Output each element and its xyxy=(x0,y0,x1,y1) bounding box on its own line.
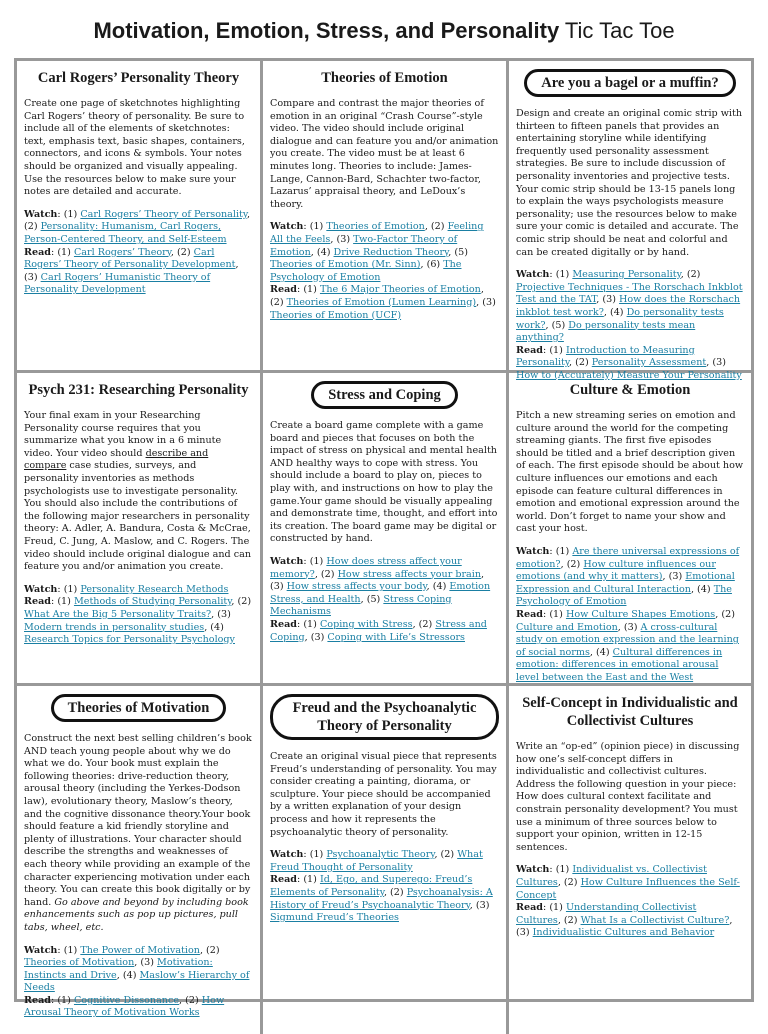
read-link[interactable]: Carl Rogers’ Theory xyxy=(73,246,171,258)
cell-heading xyxy=(516,69,744,97)
cell-heading: Theories of Emotion xyxy=(321,70,448,86)
cell-heading xyxy=(270,694,499,740)
tic-tac-toe-cell xyxy=(17,61,263,373)
page-title xyxy=(0,18,768,44)
read-resources: Read: (1) Understanding Collectivist Cultures, (2) What Is a Collectivist Culture?, (3) Individualistic Cultures and Behavior xyxy=(516,902,733,939)
watch-resources: Watch: (1) Personality Research Methods xyxy=(24,583,229,595)
read-label: Read xyxy=(24,596,52,608)
tic-tac-toe-cell xyxy=(17,373,263,686)
underlined-text: describe and compare xyxy=(24,447,209,472)
watch-link[interactable]: Individualist vs. Collectivist Cultures xyxy=(516,864,707,888)
watch-label: Watch xyxy=(516,269,550,281)
watch-resources: Watch: (1) Measuring Personality, (2) Projective Techniques - The Rorschach Inkblot Test and the TAT, (3) How does the Rorschach inkblot test work?, (4) Do personality tests work?, (5) Do personality tests mean anything? xyxy=(516,269,743,344)
read-link[interactable]: A cross-cultural study on emotion expression and the learning of social norms xyxy=(516,621,739,658)
cell-description: Create an original visual piece that represents Freud’s understanding of personality. You may consider creating a painting, diorama, or sculpture. Your piece should be accompanied by a written explanation of your design process and how it represents the psychoanalytic theory of personality. xyxy=(270,751,497,838)
read-resources: Read: (1) Methods of Studying Personality, (2) What Are the Big 5 Personality Traits?, (3) Modern trends in personality studies, (4) Research Topics for Personality Psychology xyxy=(24,596,252,646)
read-link[interactable]: Id, Ego, and Superego: Freud’s Elements of Personality xyxy=(270,874,473,898)
watch-resources: Watch: (1) The Power of Motivation, (2) Theories of Motivation, (3) Motivation: Instincts and Drive, (4) Maslow’s Hierarchy of Needs xyxy=(24,944,250,994)
watch-link[interactable]: How does the Rorschach inkblot test work? xyxy=(516,294,741,318)
read-link[interactable]: Theories of Emotion (UCF) xyxy=(270,309,402,321)
watch-link[interactable]: Drive Reduction Theory xyxy=(333,246,449,258)
read-link[interactable]: Methods of Studying Personality xyxy=(73,596,232,608)
cell-description: Your final exam in your Researching Personality course requires that you summarize what you know in a 6 minute video. Your video should describe and compare case studies, surveys, and personality inventories as methods psychologists use to investigate personality. You should also include the contributions of the following major researchers in personality theory: A. Adler, A. Bandura, Costa & McCrae, Freud, C. Jung, A. Maslow, and C. Rogers. The video should include original dialogue and can feature you and/or animation you create. xyxy=(24,410,252,573)
cell-description: Write an “op-ed” (opinion piece) in discussing how one’s self-concept differs in individualistic and collectivist cultures. Address the following question in your piece: How does cultural context facilitate and constrain personality development? You must use a minimum of three sources below to support your opinion, written in 12-15 sentences. xyxy=(516,741,740,853)
watch-link[interactable]: The Psychology of Emotion xyxy=(270,259,462,283)
read-link[interactable]: The 6 Major Theories of Emotion xyxy=(319,284,481,296)
read-link[interactable]: Individualistic Cultures and Behavior xyxy=(532,927,715,939)
read-link[interactable]: Psychoanalysis: A History of Freud’s Psychoanalytic Theory xyxy=(270,886,493,911)
read-link[interactable]: How Arousal Theory of Motivation Works xyxy=(24,994,225,1019)
cell-heading: Psych 231: Researching Personality xyxy=(28,382,249,398)
watch-link[interactable]: How does stress affect your memory? xyxy=(270,555,462,580)
read-label: Read xyxy=(24,994,52,1006)
watch-resources: Watch: (1) Carl Rogers’ Theory of Personality, (2) Personality: Humanism, Carl Rogers, Person-Centered Theory, and Self-Esteem xyxy=(24,208,251,245)
read-label: Read xyxy=(516,608,544,620)
tic-tac-toe-cell xyxy=(263,61,509,373)
watch-link[interactable]: Theories of Emotion xyxy=(326,221,425,233)
read-label: Read xyxy=(270,284,298,296)
cell-heading: Carl Rogers’ Personality Theory xyxy=(37,70,240,86)
watch-link[interactable]: Are there universal expressions of emotion? xyxy=(516,545,740,570)
read-link[interactable]: How to (Accurately) Measure Your Personality xyxy=(516,369,742,381)
watch-link[interactable]: How culture influences our emotions (and why it matters) xyxy=(516,558,716,583)
read-resources: Read: (1) Coping with Stress, (2) Stress and Coping, (3) Coping with Life’s Stressors xyxy=(270,618,487,643)
watch-link[interactable]: Measuring Personality xyxy=(572,269,681,281)
cell-heading xyxy=(270,381,499,409)
watch-link[interactable]: Two-Factor Theory of Emotion xyxy=(270,233,458,258)
watch-resources: Watch: (1) Psychoanalytic Theory, (2) What Freud Thought of Personality xyxy=(270,849,483,873)
watch-link[interactable]: Maslow’s Hierarchy of Needs xyxy=(24,969,250,994)
tic-tac-toe-cell xyxy=(509,686,751,1034)
cell-description: Design and create an original comic strip with thirteen to fifteen panels that provides an entertaining storyline while identifying frequently used personality assessment strategies. Be sure to include discussion of personality inventories and projective tests. Your comic strip should be 13-15 panels long to explain the ways psychologists measure personality; use the resources below to make sure your comic is detailed and accurate. The comic strip should be neat and colorful and can be created digitally or by hand. xyxy=(516,108,743,258)
cell-resources xyxy=(270,849,499,925)
read-label: Read xyxy=(516,344,544,356)
tic-tac-toe-cell xyxy=(263,373,509,686)
watch-label: Watch xyxy=(24,944,58,956)
watch-link[interactable]: What Freud Thought of Personality xyxy=(270,849,483,873)
watch-link[interactable]: Theories of Motivation xyxy=(24,957,135,969)
circled-heading: Freud and the Psychoanalytic Theory of Personality xyxy=(270,694,499,740)
watch-label: Watch xyxy=(270,555,304,567)
read-link[interactable]: Introduction to Measuring Personality xyxy=(516,344,695,369)
title-bold: Motivation, Emotion, Stress, and Personality xyxy=(93,18,560,43)
tic-tac-toe-grid xyxy=(14,58,754,1019)
tic-tac-toe-cell xyxy=(263,686,509,1034)
read-link[interactable]: Carl Rogers’ Humanistic Theory of Personality Development xyxy=(24,271,211,296)
cell-resources xyxy=(270,556,499,644)
read-resources: Read: (1) Cognitive Dissonance, (2) How Arousal Theory of Motivation Works xyxy=(24,994,225,1019)
watch-link[interactable]: The Power of Motivation xyxy=(80,944,200,956)
watch-resources: Watch: (1) Theories of Emotion, (2) Feeling All the Feels, (3) Two-Factor Theory of Emotion, (4) Drive Reduction Theory, (5) Theories of Emotion (Mr. Sinn), (6) The Psychology of Emotion xyxy=(270,221,484,283)
read-resources: Read: (1) Introduction to Measuring Personality, (2) Personality Assessment, (3) How to (Accurately) Measure Your Personality xyxy=(516,344,742,381)
tic-tac-toe-cell xyxy=(509,61,751,381)
read-link[interactable]: Understanding Collectivist Cultures xyxy=(516,902,697,926)
watch-link[interactable]: Do personality tests mean anything? xyxy=(516,319,696,344)
cell-heading: Self-Concept in Individualistic and Collectivist Cultures xyxy=(522,695,738,729)
cell-description: Pitch a new streaming series on emotion and culture around the world for the competing streaming giants. The first five episodes should be titled and a brief description given of each. The first episode should be about how culture influences our emotions and each episode can feature cultural differences in emotion and emotional expression around the world. Don’t forget to name your show and cast your host. xyxy=(516,410,744,535)
cell-resources xyxy=(516,864,744,940)
read-label: Read xyxy=(516,902,544,914)
watch-label: Watch xyxy=(24,208,58,220)
watch-link[interactable]: Motivation: Instincts and Drive xyxy=(24,957,213,981)
title-normal: Tic Tac Toe xyxy=(564,18,675,43)
watch-link[interactable]: Emotion Stress, and Health xyxy=(270,581,491,605)
read-link[interactable]: What Are the Big 5 Personality Traits? xyxy=(24,608,212,620)
watch-resources: Watch: (1) Individualist vs. Collectivist Cultures, (2) How Culture Influences the Self-Concept xyxy=(516,864,740,901)
circled-heading: Theories of Motivation xyxy=(51,694,227,722)
read-link[interactable]: Coping with Stress xyxy=(319,618,413,630)
read-link[interactable]: Sigmund Freud’s Theories xyxy=(270,912,399,924)
watch-link[interactable]: The Psychology of Emotion xyxy=(516,583,732,608)
read-link[interactable]: Personality Assessment xyxy=(591,357,707,369)
watch-link[interactable]: Projective Techniques - The Rorschach Inkblot Test and the TAT xyxy=(516,281,743,306)
watch-link[interactable]: How Culture Influences the Self-Concept xyxy=(516,876,740,901)
read-link[interactable]: Theories of Emotion (Lumen Learning) xyxy=(286,296,477,308)
watch-label: Watch xyxy=(24,583,58,595)
watch-link[interactable]: Do personality tests work? xyxy=(516,306,724,331)
read-link[interactable]: Cultural differences in emotion: differences in emotional arousal level between the East and the West xyxy=(516,646,723,683)
circled-heading: Stress and Coping xyxy=(311,381,458,409)
watch-link[interactable]: Emotional Expression and Cultural Interaction xyxy=(516,571,735,595)
read-link[interactable]: Research Topics for Personality Psychology xyxy=(24,634,235,646)
cell-resources xyxy=(24,945,253,1021)
read-resources: Read: (1) The 6 Major Theories of Emotion, (2) Theories of Emotion (Lumen Learning), (3) Theories of Emotion (UCF) xyxy=(270,284,496,321)
watch-link[interactable]: Personality Research Methods xyxy=(80,583,229,595)
read-link[interactable]: What Is a Collectivist Culture? xyxy=(580,914,730,926)
tic-tac-toe-cell xyxy=(17,686,263,1034)
read-link[interactable]: Modern trends in personality studies xyxy=(24,621,205,633)
read-link[interactable]: Culture and Emotion xyxy=(516,621,618,633)
cell-description: Compare and contrast the major theories of emotion in an original “Crash Course”-style video. The video should include original dialogue and can feature you and/or animation you create. The video must be at least 6 minutes long. Theories to include: James-Lange, Cannon-Bard, Schachter two-factor, Lazarus’ appraisal theory, and LeDoux’s theory. xyxy=(270,98,499,210)
watch-link[interactable]: How stress affects your body xyxy=(286,581,427,593)
cell-heading xyxy=(24,694,253,722)
cell-resources xyxy=(270,221,499,322)
watch-link[interactable]: Theories of Emotion (Mr. Sinn) xyxy=(270,259,421,271)
cell-resources xyxy=(24,584,253,647)
read-resources: Read: (1) Id, Ego, and Superego: Freud’s Elements of Personality, (2) Psychoanalysis: A History of Freud’s Psychoanalytic Theory, (3) Sigmund Freud’s Theories xyxy=(270,874,493,924)
watch-link[interactable]: Psychoanalytic Theory xyxy=(326,849,435,861)
watch-label: Watch xyxy=(270,221,304,233)
read-label: Read xyxy=(270,874,298,886)
read-resources: Read: (1) How Culture Shapes Emotions, (2) Culture and Emotion, (3) A cross-cultural study on emotion expression and the learning of social norms, (4) Cultural differences in emotion: differences in emotional arousal level between the East and the West xyxy=(516,608,739,683)
cell-resources xyxy=(516,546,744,685)
cell-description: Create a board game complete with a game board and pieces that focuses on both the impact of stress on physical and mental health AND healthy ways to cope with stress. You should include a board to play on, pieces to play with, and instructions on how to play the game.Your game should be visually appealing and demonstrate time, thought, and effort into its creation. The board game may be digital or constructed by hand. xyxy=(270,420,498,545)
watch-link[interactable]: How stress affects your brain xyxy=(337,568,482,580)
tic-tac-toe-cell xyxy=(509,373,751,686)
watch-link[interactable]: Stress Coping Mechanisms xyxy=(270,593,452,618)
read-resources: Read: (1) Carl Rogers’ Theory, (2) Carl Rogers’ Theory of Personality Development, (3) Carl Rogers’ Humanistic Theory of Personality Development xyxy=(24,246,239,296)
watch-label: Watch xyxy=(270,849,304,861)
watch-label: Watch xyxy=(516,864,550,876)
read-label: Read xyxy=(270,618,298,630)
cell-resources xyxy=(516,269,744,382)
cell-heading: Culture & Emotion xyxy=(569,382,691,398)
watch-link[interactable]: Carl Rogers’ Theory of Personality xyxy=(80,208,248,220)
read-link[interactable]: Stress and Coping xyxy=(270,618,487,643)
cell-description: Create one page of sketchnotes highlighting Carl Rogers’ theory of personality. Be sure to include all of the elements of sketchnotes: text, emphasis text, basic shapes, containers, connectors, and icons & symbols. Your notes should be organized and visually appealing. Use the resources below to make sure your notes are detailed and accurate. xyxy=(24,98,245,198)
read-label: Read xyxy=(24,246,52,258)
circled-heading: Are you a bagel or a muffin? xyxy=(524,69,736,97)
read-link[interactable]: Coping with Life’s Stressors xyxy=(327,631,465,643)
cell-description: Construct the next best selling children’s book AND teach young people about why we do what we do. Your book must explain the following theories: drive-reduction theory, arousal theory (including the Yerkes-Dodson law), evolutionary theory, Maslow’s theory, and the cognitive dissonance theory.Your book should feature a kid friendly storyline and plenty of illustrations. Your character should describe the strengths and weaknesses of each theory while providing an example of the character experiencing motivation under each theory. You can create this book digitally or by hand. Go above and beyond by including book enhancements such as pop up pictures, pull tabs, wheel, etc. xyxy=(24,733,252,933)
watch-resources: Watch: (1) How does stress affect your memory?, (2) How stress affects your brain, (3) How stress affects your body, (4) Emotion Stress, and Health, (5) Stress Coping Mechanisms xyxy=(270,555,491,618)
cell-resources xyxy=(24,209,253,297)
read-link[interactable]: How Culture Shapes Emotions xyxy=(565,608,716,620)
read-link[interactable]: Carl Rogers’ Theory of Personality Development xyxy=(24,246,236,271)
watch-link[interactable]: Feeling All the Feels xyxy=(270,221,484,245)
read-link[interactable]: Cognitive Dissonance xyxy=(73,994,180,1006)
italic-text: Go above and beyond by including book enhancements such as pop up pictures, pull tabs, wheel, etc. xyxy=(24,896,249,933)
watch-resources: Watch: (1) Are there universal expressions of emotion?, (2) How culture influences our emotions (and why it matters), (3) Emotional Expression and Cultural Interaction, (4) The Psychology of Emotion xyxy=(516,545,740,608)
watch-link[interactable]: Personality: Humanism, Carl Rogers, Person-Centered Theory, and Self-Esteem xyxy=(24,221,227,245)
watch-label: Watch xyxy=(516,545,550,557)
